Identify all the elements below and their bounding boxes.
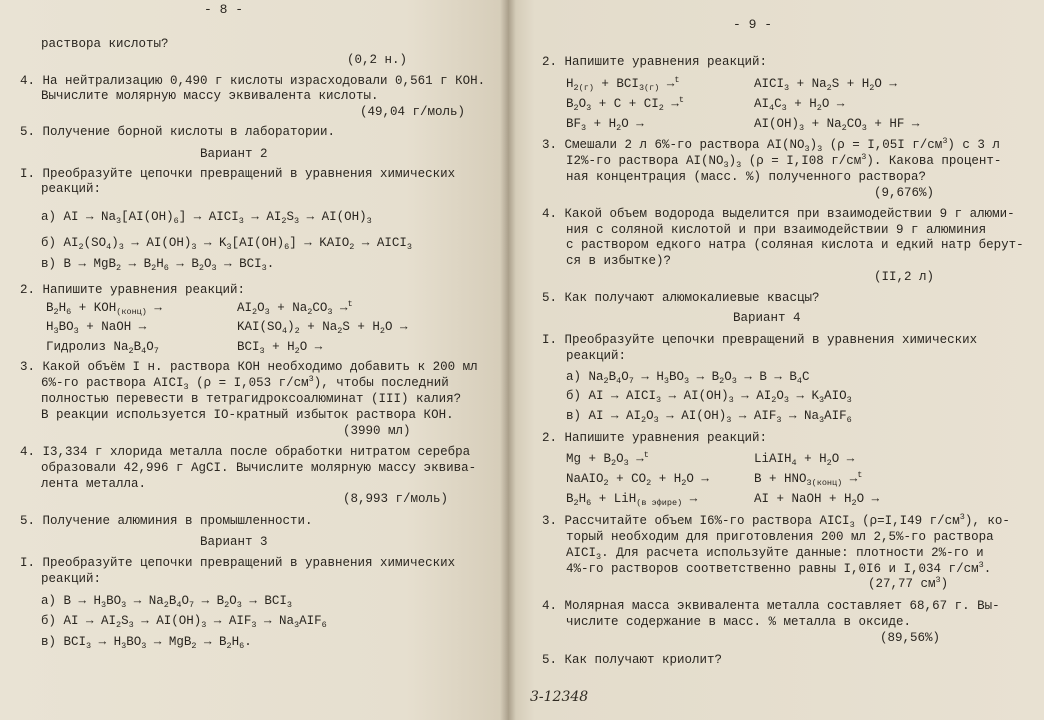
equation: $B_2O_3 + C + CI_2 \to^t$ bbox=[566, 95, 684, 113]
text-line: полностью перевести в тетрагидроксоалюминат (III) калия? bbox=[41, 392, 462, 406]
equation: $B + HNO_{3(конц)} \to^t$ bbox=[754, 470, 863, 488]
equation: LiAIH$_4$ + $H_2O$ → bbox=[754, 452, 855, 468]
equation: $H_3BO_3$ + NaOH → bbox=[46, 320, 147, 336]
page-left bbox=[0, 0, 508, 720]
text-line: 4. На нейтрализацию 0,490 г кислоты израсходовали 0,561 г КОН. bbox=[20, 74, 486, 88]
answer: (89,56%) bbox=[880, 631, 941, 645]
text-line: I2%-го раствора $AI(NO_3)_3$ (ρ = I,I08 $г/см^3$). Какова процент- bbox=[566, 152, 1002, 170]
text-line: ная концентрация (масс. %) полученного раствора? bbox=[566, 170, 927, 184]
chain-a: а) $B \to H_3BO_3 \to Na_2B_4O_7 \to B_2O_3 \to BCI_3$ bbox=[41, 594, 292, 610]
equation: $KAI(SO_4)_2 + Na_2S + H_2O$ → bbox=[237, 320, 408, 336]
text-line: 3. Рассчитайте объем I6%-го раствора $AICI_3$ (ρ=I,I49 $г/см^3$), ко- bbox=[542, 512, 1010, 530]
chain-b: б) AI → $AI_2S_3 \to AI(OH)_3 \to AIF_3 \to Na_3AIF_6$ bbox=[41, 614, 327, 630]
book-gutter bbox=[500, 0, 516, 720]
answer: (II,2 л) bbox=[874, 270, 935, 284]
answer: (0,2 н.) bbox=[347, 53, 408, 67]
answer: (27,77 $см^3$) bbox=[868, 575, 949, 591]
text-line: числите содержание в масс. % металла в оксиде. bbox=[566, 615, 912, 629]
text-line: 5. Как получают криолит? bbox=[542, 653, 723, 667]
equation: $AI(OH)_3 + Na_2CO_3$ + HF → bbox=[754, 117, 920, 133]
equation: $BCI_3 + H_2O$ → bbox=[237, 340, 323, 356]
text-line: торый необходим для приготовления 200 мл 2,5%-го раствора bbox=[566, 530, 994, 544]
text-line: 5. Получение борной кислоты в лаборатории. bbox=[20, 125, 336, 139]
page-right bbox=[508, 0, 1044, 720]
equation: $AI_2O_3 + Na_2CO_3 \to^t$ bbox=[237, 299, 353, 317]
text-line: 4. Молярная масса эквивалента металла составляет 68,67 г. Вы- bbox=[542, 599, 1000, 613]
text-line: 5. Как получают алюмокалиевые квасцы? bbox=[542, 291, 820, 305]
text-line: 4. I3,334 г хлорида металла после обработки нитратом серебра bbox=[20, 445, 471, 459]
equation: $H_{2(г)} + BCI_{3(г)} \to^t$ bbox=[566, 75, 680, 93]
text-line: 2. Напишите уравнения реакций: bbox=[542, 431, 768, 445]
equation: NaAIO$_2$ + $CO_2 + H_2O$ → bbox=[566, 472, 709, 488]
chain-a: а) AI → $Na_3[AI(OH)_6]$ → $AICI_3 \to AI_2S_3 \to AI(OH)_3$ bbox=[41, 210, 372, 226]
chain-c: в) $B \to MgB_2 \to B_2H_6 \to B_2O_3 \to BCI_3$. bbox=[41, 257, 275, 273]
text-line: с раствором едкого натра (соляная кислота и едкий натр берут- bbox=[566, 238, 1024, 252]
text-line: 4%-го растворов соответственно равны I,0I6 и I,034 $г/см^3$. bbox=[566, 560, 992, 576]
text-line: ния с соляной кислотой и при взаимодействии 9 г алюминия bbox=[566, 223, 987, 237]
text-line: реакций: bbox=[41, 572, 102, 586]
chain-b: б) $AI_2(SO_4)_3 \to AI(OH)_3 \to K_3[AI(OH)_6]$ → $KAIO_2$ → $AICI_3$ bbox=[41, 236, 412, 252]
variant-heading: Вариант 4 bbox=[733, 311, 801, 325]
text-line: 5. Получение алюминия в промышленности. bbox=[20, 514, 313, 528]
text-line: лента металла. bbox=[41, 477, 147, 491]
text-line: I. Преобразуйте цепочки превращений в уравнения химических bbox=[20, 167, 456, 181]
text-line: I. Преобразуйте цепочки превращений в уравнения химических bbox=[20, 556, 456, 570]
text-line: В реакции используется IO-кратный избыток раствора КОН. bbox=[41, 408, 454, 422]
equation: $AICI_3 + Na_2S + H_2O$ → bbox=[754, 77, 897, 93]
text-line: 2. Напишите уравнения реакций: bbox=[20, 283, 246, 297]
equation: $BF_3 + H_2O$ → bbox=[566, 117, 644, 133]
page-number: - 9 - bbox=[733, 17, 773, 32]
text-line: реакций: bbox=[566, 349, 627, 363]
text-line: $AICI_3$. Для расчета используйте данные: плотности 2%-го и bbox=[566, 546, 984, 562]
text-line: реакций: bbox=[41, 182, 102, 196]
handwritten-note: 3-12348 bbox=[530, 689, 589, 705]
equation: $AI_4C_3 + H_2O$ → bbox=[754, 97, 845, 113]
text-line: 2. Напишите уравнения реакций: bbox=[542, 55, 768, 69]
text-line: 3. Какой объём I н. раствора КОН необходимо добавить к 200 мл bbox=[20, 360, 478, 374]
chain-b: б) AI → $AICI_3 \to AI(OH)_3 \to AI_2O_3 \to K_3AIO_3$ bbox=[566, 389, 852, 405]
equation: $B_2H_6 + KOH_{(конц)}$ → bbox=[46, 301, 162, 317]
text-line: 3. Смешали 2 л 6%-го раствора $AI(NO_3)_3$ (ρ = I,05I $г/см^3$) с 3 л bbox=[542, 136, 1000, 154]
chain-c: в) $BCI_3 \to H_3BO_3 \to MgB_2 \to B_2H_6$. bbox=[41, 635, 252, 651]
text-line: I. Преобразуйте цепочки превращений в уравнения химических bbox=[542, 333, 978, 347]
variant-heading: Вариант 2 bbox=[200, 147, 268, 161]
chain-c: в) AI → $AI_2O_3 \to AI(OH)_3 \to AIF_3 \to Na_3AIF_6$ bbox=[566, 409, 852, 425]
answer: (3990 мл) bbox=[343, 424, 411, 438]
text-line: ся в избытке)? bbox=[566, 254, 672, 268]
answer: (8,993 г/моль) bbox=[343, 492, 449, 506]
text-line: Вычислите молярную массу эквивалента кислоты. bbox=[41, 89, 379, 103]
page-number: - 8 - bbox=[204, 2, 244, 17]
equation: $Mg + B_2O_3 \to^t$ bbox=[566, 450, 649, 468]
equation: AI + NaOH + $H_2O$ → bbox=[754, 492, 880, 508]
text-line: образовали 42,996 г AgCI. Вычислите молярную массу эквива- bbox=[41, 461, 477, 475]
answer: (9,676%) bbox=[874, 186, 935, 200]
text-line: раствора кислоты? bbox=[41, 37, 169, 51]
answer: (49,04 г/моль) bbox=[360, 105, 466, 119]
chain-a: а) $Na_2B_4O_7 \to H_3BO_3 \to B_2O_3 \to B \to B_4C$ bbox=[566, 370, 810, 386]
text-line: 4. Какой объем водорода выделится при взаимодействии 9 г алюми- bbox=[542, 207, 1015, 221]
variant-heading: Вариант 3 bbox=[200, 535, 268, 549]
equation: Гидролиз $Na_2B_4O_7$ bbox=[46, 340, 159, 356]
equation: $B_2H_6 + LiH_{(в эфире)}$ → bbox=[566, 492, 698, 508]
text-line: 6%-го раствора $AICI_3$ (ρ = I,053 $г/см^3$), чтобы последний bbox=[41, 374, 449, 392]
